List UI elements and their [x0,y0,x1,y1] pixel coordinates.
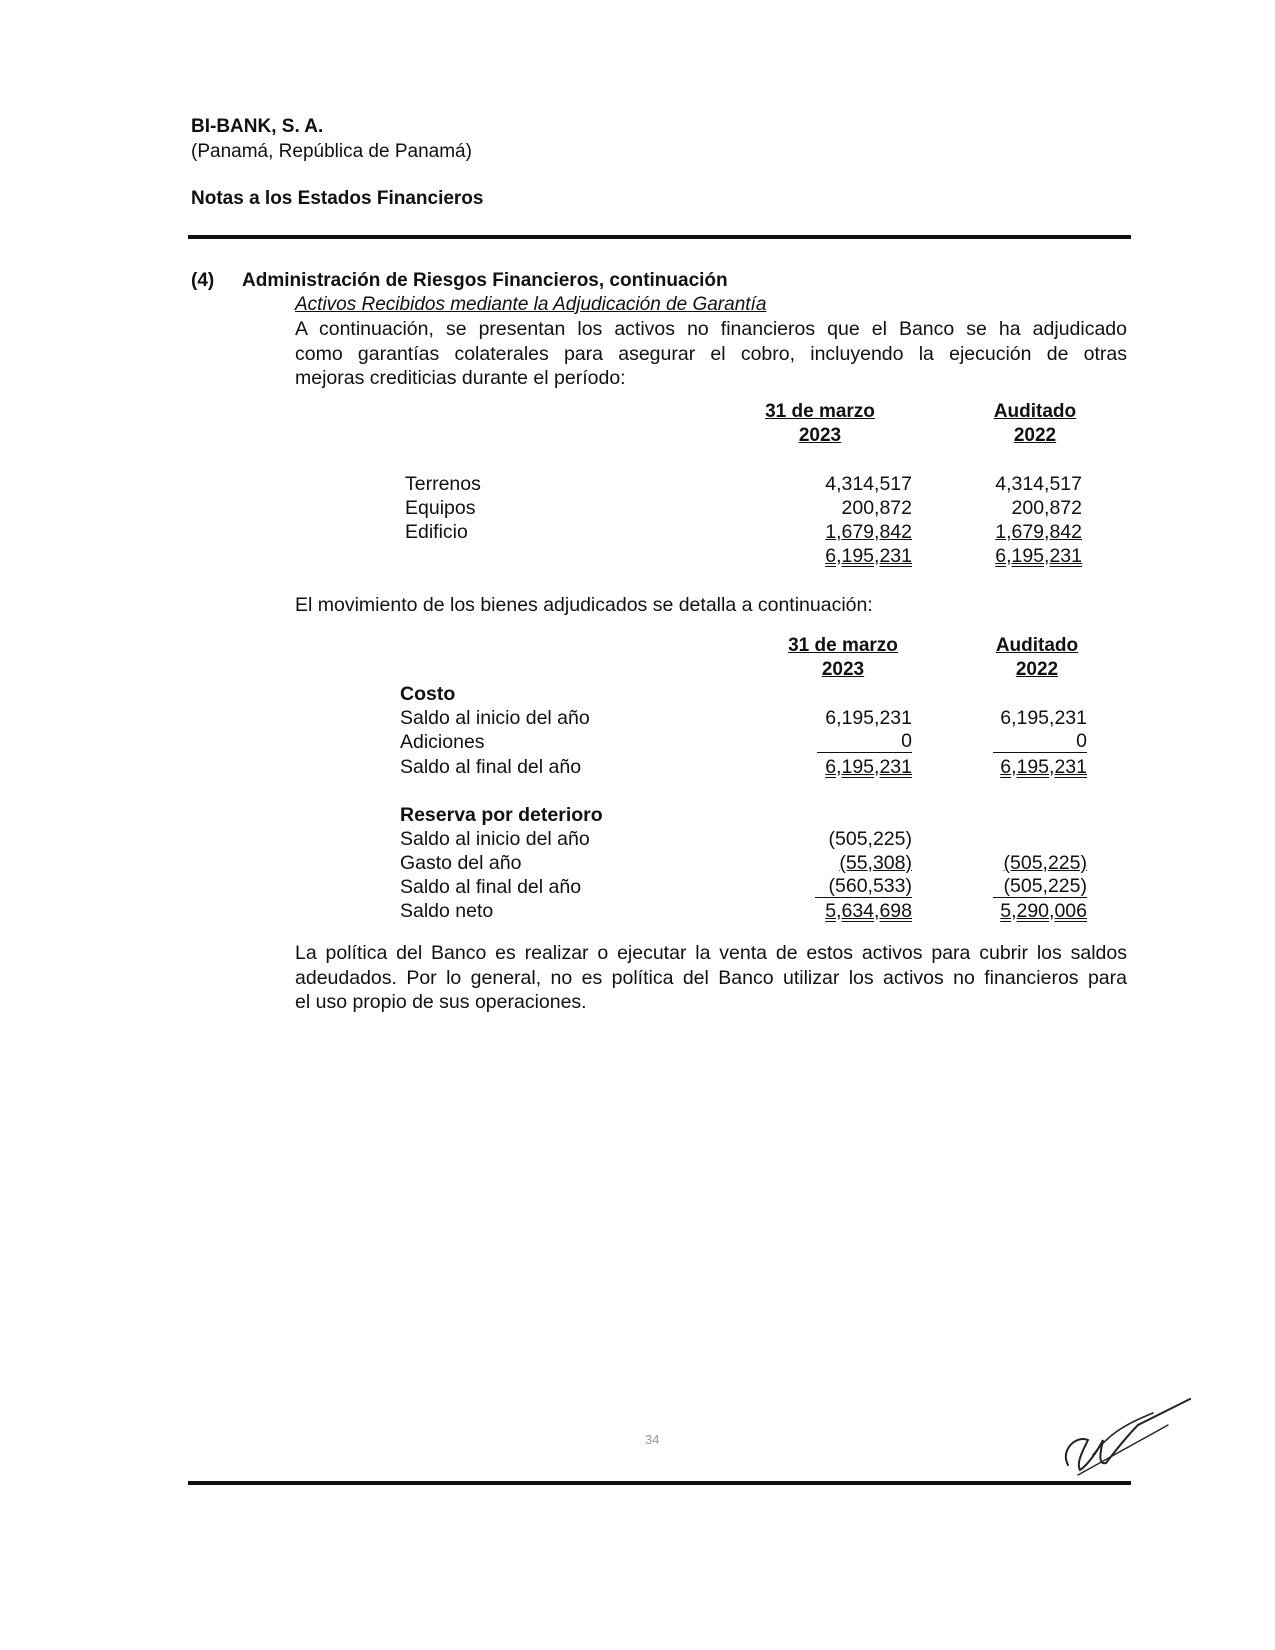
table1-col1-header [740,400,900,448]
policy-line: el uso propio de sus operaciones. [295,991,587,1013]
table1-row-label: Equipos [405,497,476,519]
value-text: 6,195,231 [825,545,912,567]
table1-value-2023: 200,872 [841,497,912,519]
table1-col2-header [960,400,1110,448]
value-text: 5,290,006 [1000,900,1087,922]
table2-value-2023: (505,225) [828,828,912,850]
table2-row-label: Saldo al inicio del año [400,828,590,850]
table2-row-label: Saldo al final del año [400,876,582,898]
signature-mark [1058,1395,1193,1480]
table2-value-2023 [760,756,912,779]
value-text: 1,679,842 [995,521,1082,543]
table2-value-2022: (505,225) [993,876,1087,898]
header-rule [188,235,1131,239]
table2-value-2022 [935,900,1087,923]
company-name: BI-BANK, S. A. [191,116,324,137]
col-header-line: 31 de marzo [788,635,898,656]
cost-heading: Costo [400,683,456,705]
table2-col2-header [962,634,1112,682]
value-text: 1,679,842 [825,521,912,543]
table1-value-2022 [930,521,1082,544]
policy-paragraph [295,941,1127,1015]
section-subtitle: Activos Recibidos mediante la Adjudicación de Garantía [295,294,767,315]
document-title: Notas a los Estados Financieros [191,188,484,209]
col-header-line: 31 de marzo [765,401,875,422]
intro-line: como garantías colaterales para asegurar el cobro, incluyendo la ejecución de otras [295,342,1127,365]
value-text: 5,634,698 [825,900,912,922]
company-location: (Panamá, República de Panamá) [191,141,472,162]
table2-value-2023 [760,852,912,875]
table2-value-2022: 6,195,231 [1000,707,1087,729]
table2-value-2023: (560,533) [815,876,912,898]
table1-row-label: Terrenos [405,473,481,495]
table1-total-2023 [760,545,912,568]
table2-row-label: Saldo al final del año [400,756,582,778]
section-title: Administración de Riesgos Financieros, continuación [242,270,728,291]
table1-value-2023: 4,314,517 [825,473,912,495]
col-header-line: 2022 [1015,659,1059,680]
col-header-line: 2023 [798,425,842,446]
table2-value-2023 [760,900,912,923]
col-header-line: 2022 [1013,425,1057,446]
section-number: (4) [191,270,215,291]
value-text: 6,195,231 [825,756,912,778]
table1-value-2022: 200,872 [1011,497,1082,519]
col-header-line: Auditado [993,401,1077,422]
table2-value-2022: 0 [993,731,1087,753]
table1-value-2023 [760,521,912,544]
page-number: 34 [645,1432,660,1447]
col-header-line: 2023 [821,659,865,680]
value-text: (505,225) [1003,852,1087,874]
col-header-line: Auditado [995,635,1079,656]
table2-row-label: Adiciones [400,731,485,753]
table2-col1-header [763,634,923,682]
table1-row-label: Edificio [405,521,468,543]
table2-value-2023: 0 [817,731,912,753]
table1-value-2022: 4,314,517 [995,473,1082,495]
policy-line: La política del Banco es realizar o ejecutar la venta de estos activos para cubrir los saldos [295,942,1127,964]
value-text: 6,195,231 [995,545,1082,567]
value-text: 6,195,231 [1000,756,1087,778]
table2-value-2022 [935,852,1087,875]
value-text: (55,308) [839,852,912,874]
movement-intro: El movimiento de los bienes adjudicados se detalla a continuación: [295,594,873,616]
intro-line: A continuación, se presentan los activos no financieros que el Banco se ha adjudicado [295,318,1127,340]
intro-paragraph [295,317,1127,391]
table2-value-2022 [935,756,1087,779]
table2-row-label: Gasto del año [400,852,522,874]
table1-total-2022 [930,545,1082,568]
intro-line: mejoras crediticias durante el período: [295,367,626,389]
footer-rule [188,1481,1131,1485]
reserve-heading: Reserva por deterioro [400,804,603,826]
policy-line: adeudados. Por lo general, no es política del Banco utilizar los activos no financieros para [295,966,1127,989]
table2-row-label: Saldo neto [400,900,494,922]
table2-row-label: Saldo al inicio del año [400,707,590,729]
table2-value-2023: 6,195,231 [825,707,912,729]
